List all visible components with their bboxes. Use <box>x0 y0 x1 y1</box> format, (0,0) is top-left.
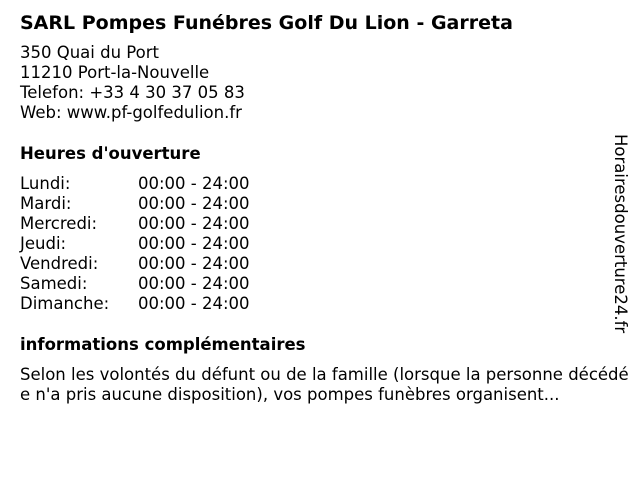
hours-row-thursday <box>20 234 630 254</box>
time-range: 00:00 - 24:00 <box>138 274 250 293</box>
contact-block <box>20 43 630 123</box>
address-street: 350 Quai du Port <box>20 43 160 62</box>
opening-hours-heading: Heures d'ouverture <box>20 144 201 163</box>
day-label: Mercredi: <box>20 214 98 233</box>
day-label: Lundi: <box>20 174 71 193</box>
time-range: 00:00 - 24:00 <box>138 194 250 213</box>
time-range: 00:00 - 24:00 <box>138 174 250 193</box>
day-label: Dimanche: <box>20 294 110 313</box>
day-label: Mardi: <box>20 194 72 213</box>
time-range: 00:00 - 24:00 <box>138 234 250 253</box>
day-label: Vendredi: <box>20 254 99 273</box>
time-range: 00:00 - 24:00 <box>138 254 250 273</box>
hours-row-friday <box>20 254 630 274</box>
hours-row-sunday <box>20 294 630 314</box>
business-card <box>20 10 630 405</box>
additional-info-text: Selon les volontés du défunt ou de la famille (lorsque la personne décédée n'a pris aucune disposition), vos pompes funèbres organisent... <box>20 365 629 404</box>
business-title: SARL Pompes Funébres Golf Du Lion - Garreta <box>20 12 513 34</box>
additional-info-heading: informations complémentaires <box>20 335 306 354</box>
time-range: 00:00 - 24:00 <box>138 214 250 233</box>
hours-row-saturday <box>20 274 630 294</box>
phone-number[interactable]: Telefon: +33 4 30 37 05 83 <box>20 83 245 102</box>
site-branding-vertical: Horairesdouverture24.fr <box>611 134 630 334</box>
website-link[interactable]: Web: www.pf-golfedulion.fr <box>20 103 242 122</box>
day-label: Samedi: <box>20 274 88 293</box>
address-city: 11210 Port-la-Nouvelle <box>20 63 210 82</box>
opening-hours-table <box>20 174 630 314</box>
hours-row-tuesday <box>20 194 630 214</box>
time-range: 00:00 - 24:00 <box>138 294 250 313</box>
day-label: Jeudi: <box>20 234 67 253</box>
hours-row-monday <box>20 174 630 194</box>
hours-row-wednesday <box>20 214 630 234</box>
